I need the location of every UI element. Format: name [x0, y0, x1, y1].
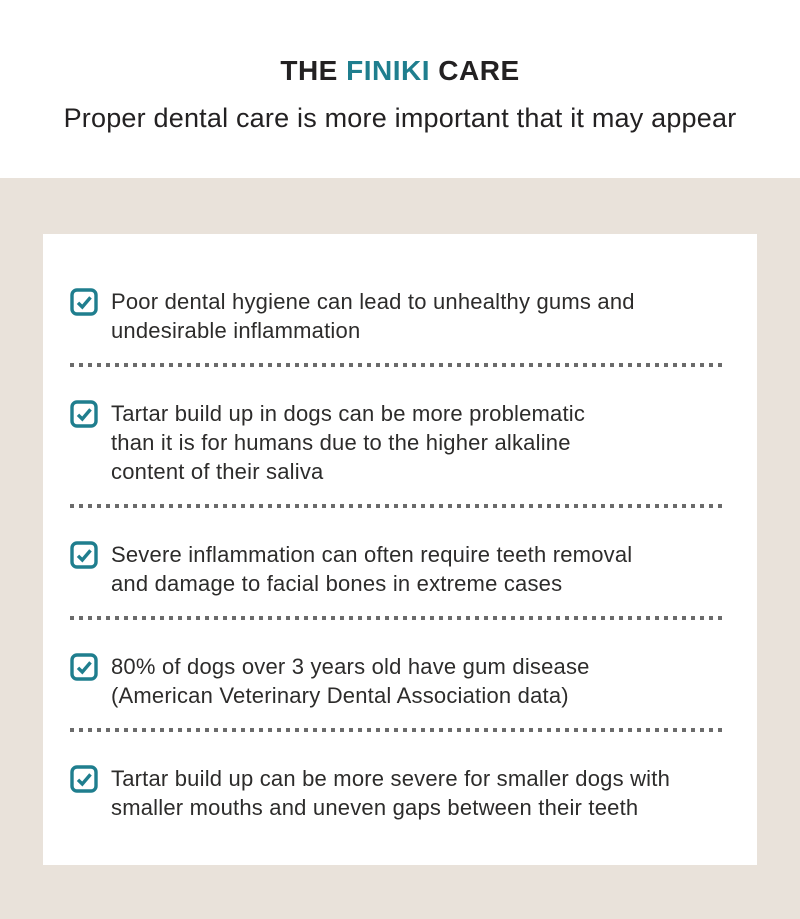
checklist-item-line: and damage to facial bones in extreme cases — [111, 571, 563, 596]
page-title — [0, 55, 800, 87]
content-section — [0, 178, 800, 919]
checklist-item — [70, 540, 727, 598]
checklist-item-line: Poor dental hygiene can lead to unhealthy gums and — [111, 289, 635, 314]
checklist-item-text — [111, 287, 635, 345]
dotted-divider — [70, 363, 727, 367]
checkbox-checked-icon — [70, 288, 98, 316]
checklist-item-line: Tartar build up can be more severe for smaller dogs with — [111, 766, 671, 791]
checkbox-checked-icon — [70, 765, 98, 793]
dotted-divider — [70, 728, 727, 732]
checklist-item-text — [111, 540, 632, 598]
checklist-item-text — [111, 764, 670, 822]
checkbox-checked-icon — [70, 541, 98, 569]
checklist-item-text — [111, 652, 590, 710]
checklist-item-line: content of their saliva — [111, 459, 324, 484]
checklist-item-line: 80% of dogs over 3 years old have gum disease — [111, 654, 590, 679]
checklist-card — [43, 234, 757, 865]
page-subtitle: Proper dental care is more important that it may appear — [63, 103, 737, 133]
checklist-item-line: smaller mouths and uneven gaps between their teeth — [111, 795, 639, 820]
checklist-item-text — [111, 399, 585, 486]
checklist-item — [70, 764, 727, 822]
checklist-item-line: Severe inflammation can often require teeth removal — [111, 542, 633, 567]
header — [0, 0, 800, 178]
title-brand: FINIKI — [346, 55, 431, 86]
dotted-divider — [70, 616, 727, 620]
checklist-item-line: undesirable inflammation — [111, 318, 361, 343]
checklist-item — [70, 287, 727, 345]
checkbox-checked-icon — [70, 653, 98, 681]
title-prefix: THE — [280, 55, 338, 86]
checklist-item — [70, 399, 727, 486]
dotted-divider — [70, 504, 727, 508]
checklist-item-line: (American Veterinary Dental Association data) — [111, 683, 569, 708]
checkbox-checked-icon — [70, 400, 98, 428]
checklist-item-line: than it is for humans due to the higher alkaline — [111, 430, 571, 455]
checklist — [70, 287, 727, 822]
checklist-item-line: Tartar build up in dogs can be more problematic — [111, 401, 586, 426]
checklist-item — [70, 652, 727, 710]
title-suffix: CARE — [438, 55, 520, 86]
